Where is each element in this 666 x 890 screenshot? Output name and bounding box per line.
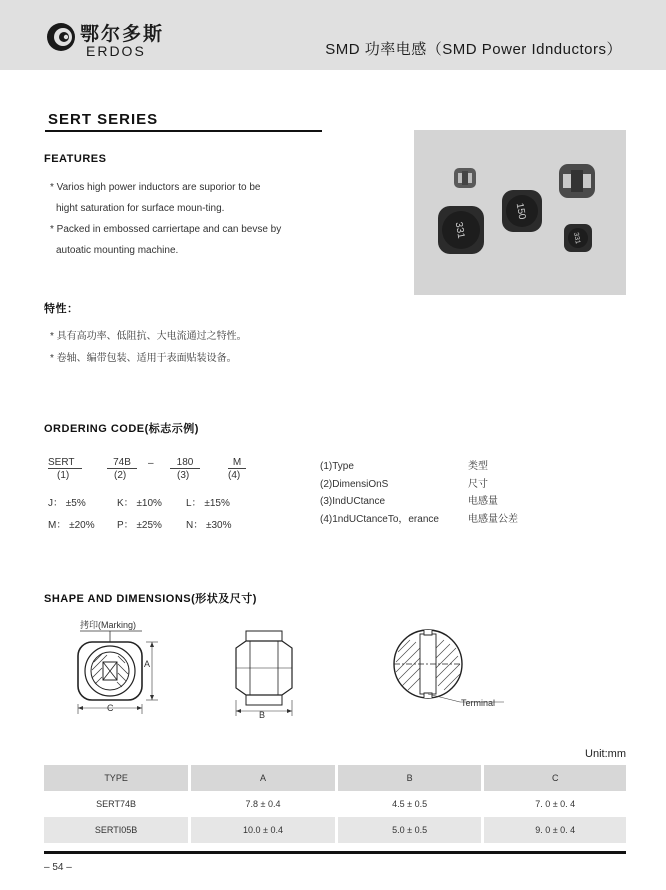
erdos-logo-icon	[46, 22, 76, 52]
order-code-index: (4)	[228, 470, 241, 481]
table-row	[44, 791, 626, 817]
table-row	[44, 817, 626, 843]
series-title: SERT SERIES	[48, 111, 159, 128]
table-header-row	[44, 765, 626, 791]
features-cn-list	[50, 326, 247, 370]
brand-name-en: ERDOS	[86, 43, 146, 59]
table-cell: 7. 0 ± 0. 4	[535, 799, 576, 809]
ordering-code-heading: ORDERING CODE(标志示例)	[44, 423, 199, 435]
features-line: * Varios high power inductors are suporior to be	[50, 182, 261, 193]
order-code-part: SERT	[48, 457, 82, 469]
cross-section-drawing	[386, 622, 526, 718]
features-cn-line: * 卷轴、编带包装、适用于表面贴装设备。	[50, 353, 237, 364]
features-cn-line: * 具有高功率、低阻抗、大电流通过之特性。	[50, 331, 247, 342]
table-cell: 7.8 ± 0.4	[190, 791, 337, 817]
table-cell: 10.0 ± 0.4	[190, 817, 337, 843]
order-code-part: 180	[170, 457, 200, 469]
tolerance-code: L： ±15%	[186, 498, 230, 509]
legend-item-cn: 类型	[468, 461, 488, 472]
features-cn-heading: 特性：	[44, 303, 79, 315]
table-cell: 4.5 ± 0.5	[336, 791, 483, 817]
table-bottom-rule	[44, 851, 626, 854]
dimension-b-label: B	[259, 710, 266, 720]
tolerance-code: P： ±25%	[117, 520, 162, 531]
shape-dimensions-heading: SHAPE AND DIMENSIONS(形状及尺寸)	[44, 593, 257, 605]
inductor-large	[438, 206, 484, 254]
page-number: – 54 –	[44, 862, 72, 873]
inductor-marking: 331	[452, 221, 467, 240]
tolerance-code: N： ±30%	[186, 520, 232, 531]
table-header-cell: A	[190, 765, 337, 791]
inductor-photo-graphic	[414, 130, 626, 295]
top-view-drawing	[70, 626, 170, 718]
series-title-rule	[45, 130, 322, 132]
order-code-index: (1)	[57, 470, 70, 481]
legend-item: (1)Type	[320, 461, 354, 472]
inductor-marking: 331	[572, 231, 581, 245]
table-header-cell: TYPE	[44, 765, 190, 791]
table-header-cell: B	[336, 765, 483, 791]
inductor-medium	[502, 190, 542, 232]
inductor-small	[564, 224, 592, 252]
dimension-a-label: A	[144, 659, 151, 669]
product-photo	[414, 130, 626, 295]
table-cell: SERTI05B	[44, 817, 190, 843]
dimensions-table	[44, 765, 626, 843]
order-code-part: 74B	[107, 457, 137, 469]
page-title: SMD 功率电感（SMD Power Idnductors）	[325, 41, 622, 58]
legend-item-cn: 尺寸	[468, 478, 488, 490]
legend-item: (2)DimensiOnS	[320, 478, 389, 490]
legend-item-cn: 电感量公差	[468, 513, 518, 525]
legend-item-cn: 电感量	[468, 496, 498, 507]
order-code-index: (2)	[114, 470, 127, 481]
features-list	[50, 177, 281, 261]
brand-name-cn: 鄂尔多斯	[80, 23, 165, 45]
inductor-marking: 150	[513, 202, 528, 221]
terminal-label: Terminal	[461, 698, 496, 708]
tolerance-code: J： ±5%	[48, 498, 86, 509]
marking-label: 拷印(Marking)	[80, 620, 137, 630]
table-cell: SERT74B	[44, 791, 190, 817]
features-heading: FEATURES	[44, 153, 107, 165]
ordering-legend-cn	[468, 458, 518, 528]
order-code-dash: –	[148, 458, 154, 469]
tolerance-code: K： ±10%	[117, 498, 162, 509]
legend-item: (3)IndUCtance	[320, 496, 386, 507]
order-code-index: (3)	[177, 470, 190, 481]
side-view-drawing	[232, 628, 296, 720]
legend-item: (4)1ndUCtanceTo，erance	[320, 513, 439, 525]
order-code-part: M	[228, 457, 246, 469]
unit-label: Unit:mm	[585, 748, 626, 760]
features-line: hight saturation for surface moun-ting.	[56, 203, 225, 214]
ordering-legend-en	[320, 458, 439, 528]
table-cell: 9. 0 ± 0. 4	[483, 817, 626, 843]
inductor-small-bobbin	[454, 168, 476, 188]
dimension-c-label: C	[107, 703, 114, 713]
tolerance-code: M： ±20%	[48, 520, 95, 531]
inductor-bobbin	[559, 164, 595, 198]
features-line: autoatic mounting machine.	[56, 245, 179, 256]
table-header-cell: C	[483, 765, 626, 791]
features-line: * Packed in embossed carriertape and can bevse by	[50, 224, 282, 235]
table-cell: 5.0 ± 0.5	[336, 817, 483, 843]
